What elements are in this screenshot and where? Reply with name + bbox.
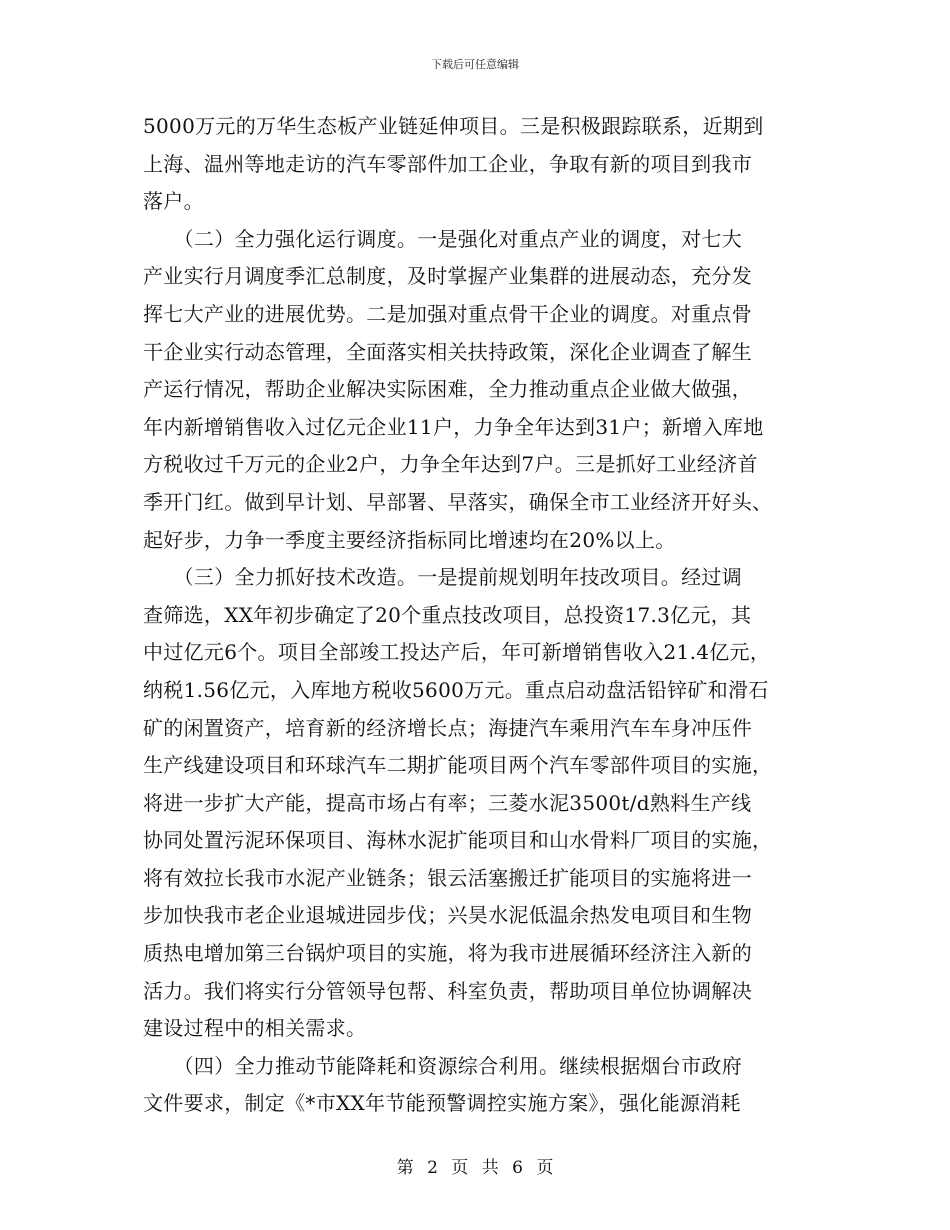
text-line: 文件要求，制定《*市XX年节能预警调控实施方案》，强化能源消耗 <box>143 1091 741 1116</box>
text-line: 矿的闲置资产，培育新的经济增长点；海捷汽车乘用汽车车身冲压件 <box>143 715 752 740</box>
text-line: 干企业实行动态管理，全面落实相关扶持政策，深化企业调查了解生 <box>143 339 752 364</box>
text-line: 挥七大产业的进展优势。二是加强对重点骨干企业的调度。对重点骨 <box>143 301 752 326</box>
text-line: 建设过程中的相关需求。 <box>143 1016 367 1041</box>
text-line: （四）全力推动节能降耗和资源综合利用。继续根据烟台市政府 <box>143 1053 742 1078</box>
text-line: （二）全力强化运行调度。一是强化对重点产业的调度，对七大 <box>143 226 742 251</box>
document-body <box>143 108 811 1123</box>
text-line: 生产线建设项目和环球汽车二期扩能项目两个汽车零部件项目的实施， <box>143 753 773 778</box>
text-line: 年内新增销售收入过亿元企业11户，力争全年达到31户；新增入库地 <box>143 414 764 439</box>
page-header-note: 下载后可任意编辑 <box>431 58 519 71</box>
text-line: 季开门红。做到早计划、早部署、早落实，确保全市工业经济开好头、 <box>143 489 773 514</box>
text-line: 质热电增加第三台锅炉项目的实施，将为我市进展循环经济注入新的 <box>143 941 752 966</box>
text-line: （三）全力抓好技术改造。一是提前规划明年技改项目。经过调 <box>143 565 742 590</box>
text-line: 方税收过千万元的企业2户，力争全年达到7户。三是抓好工业经济首 <box>143 452 758 477</box>
text-line: 活力。我们将实行分管领导包帮、科室负责，帮助项目单位协调解决 <box>143 978 752 1003</box>
text-line: 将有效拉长我市水泥产业链条；银云活塞搬迁扩能项目的实施将进一 <box>143 865 752 890</box>
text-line: 落户。 <box>143 189 204 214</box>
text-line: 步加快我市老企业退城进园步伐；兴昊水泥低温余热发电项目和生物 <box>143 903 752 928</box>
text-line: 纳税1.56亿元，入库地方税收5600万元。重点启动盘活铅锌矿和滑石 <box>143 677 769 702</box>
text-line: 将进一步扩大产能，提高市场占有率；三菱水泥3500t/d熟料生产线 <box>143 790 752 815</box>
text-line: 5000万元的万华生态板产业链延伸项目。三是积极跟踪联系，近期到 <box>143 114 764 138</box>
text-line: 中过亿元6个。项目全部竣工投达产后，年可新增销售收入21.4亿元， <box>143 640 771 665</box>
text-line: 上海、温州等地走访的汽车零部件加工企业，争取有新的项目到我市 <box>143 151 752 176</box>
text-line: 产运行情况，帮助企业解决实际困难，全力推动重点企业做大做强， <box>143 377 752 402</box>
text-line: 产业实行月调度季汇总制度，及时掌握产业集群的进展动态，充分发 <box>143 264 752 289</box>
text-line: 协同处置污泥环保项目、海林水泥扩能项目和山水骨料厂项目的实施， <box>143 828 773 853</box>
text-line: 查筛选，XX年初步确定了20个重点技改项目，总投资17.3亿元，其 <box>143 602 752 627</box>
text-line: 起好步，力争一季度主要经济指标同比增速均在20%以上。 <box>143 527 676 552</box>
page-number-footer: 第 2 页 共 6 页 <box>396 1158 554 1178</box>
